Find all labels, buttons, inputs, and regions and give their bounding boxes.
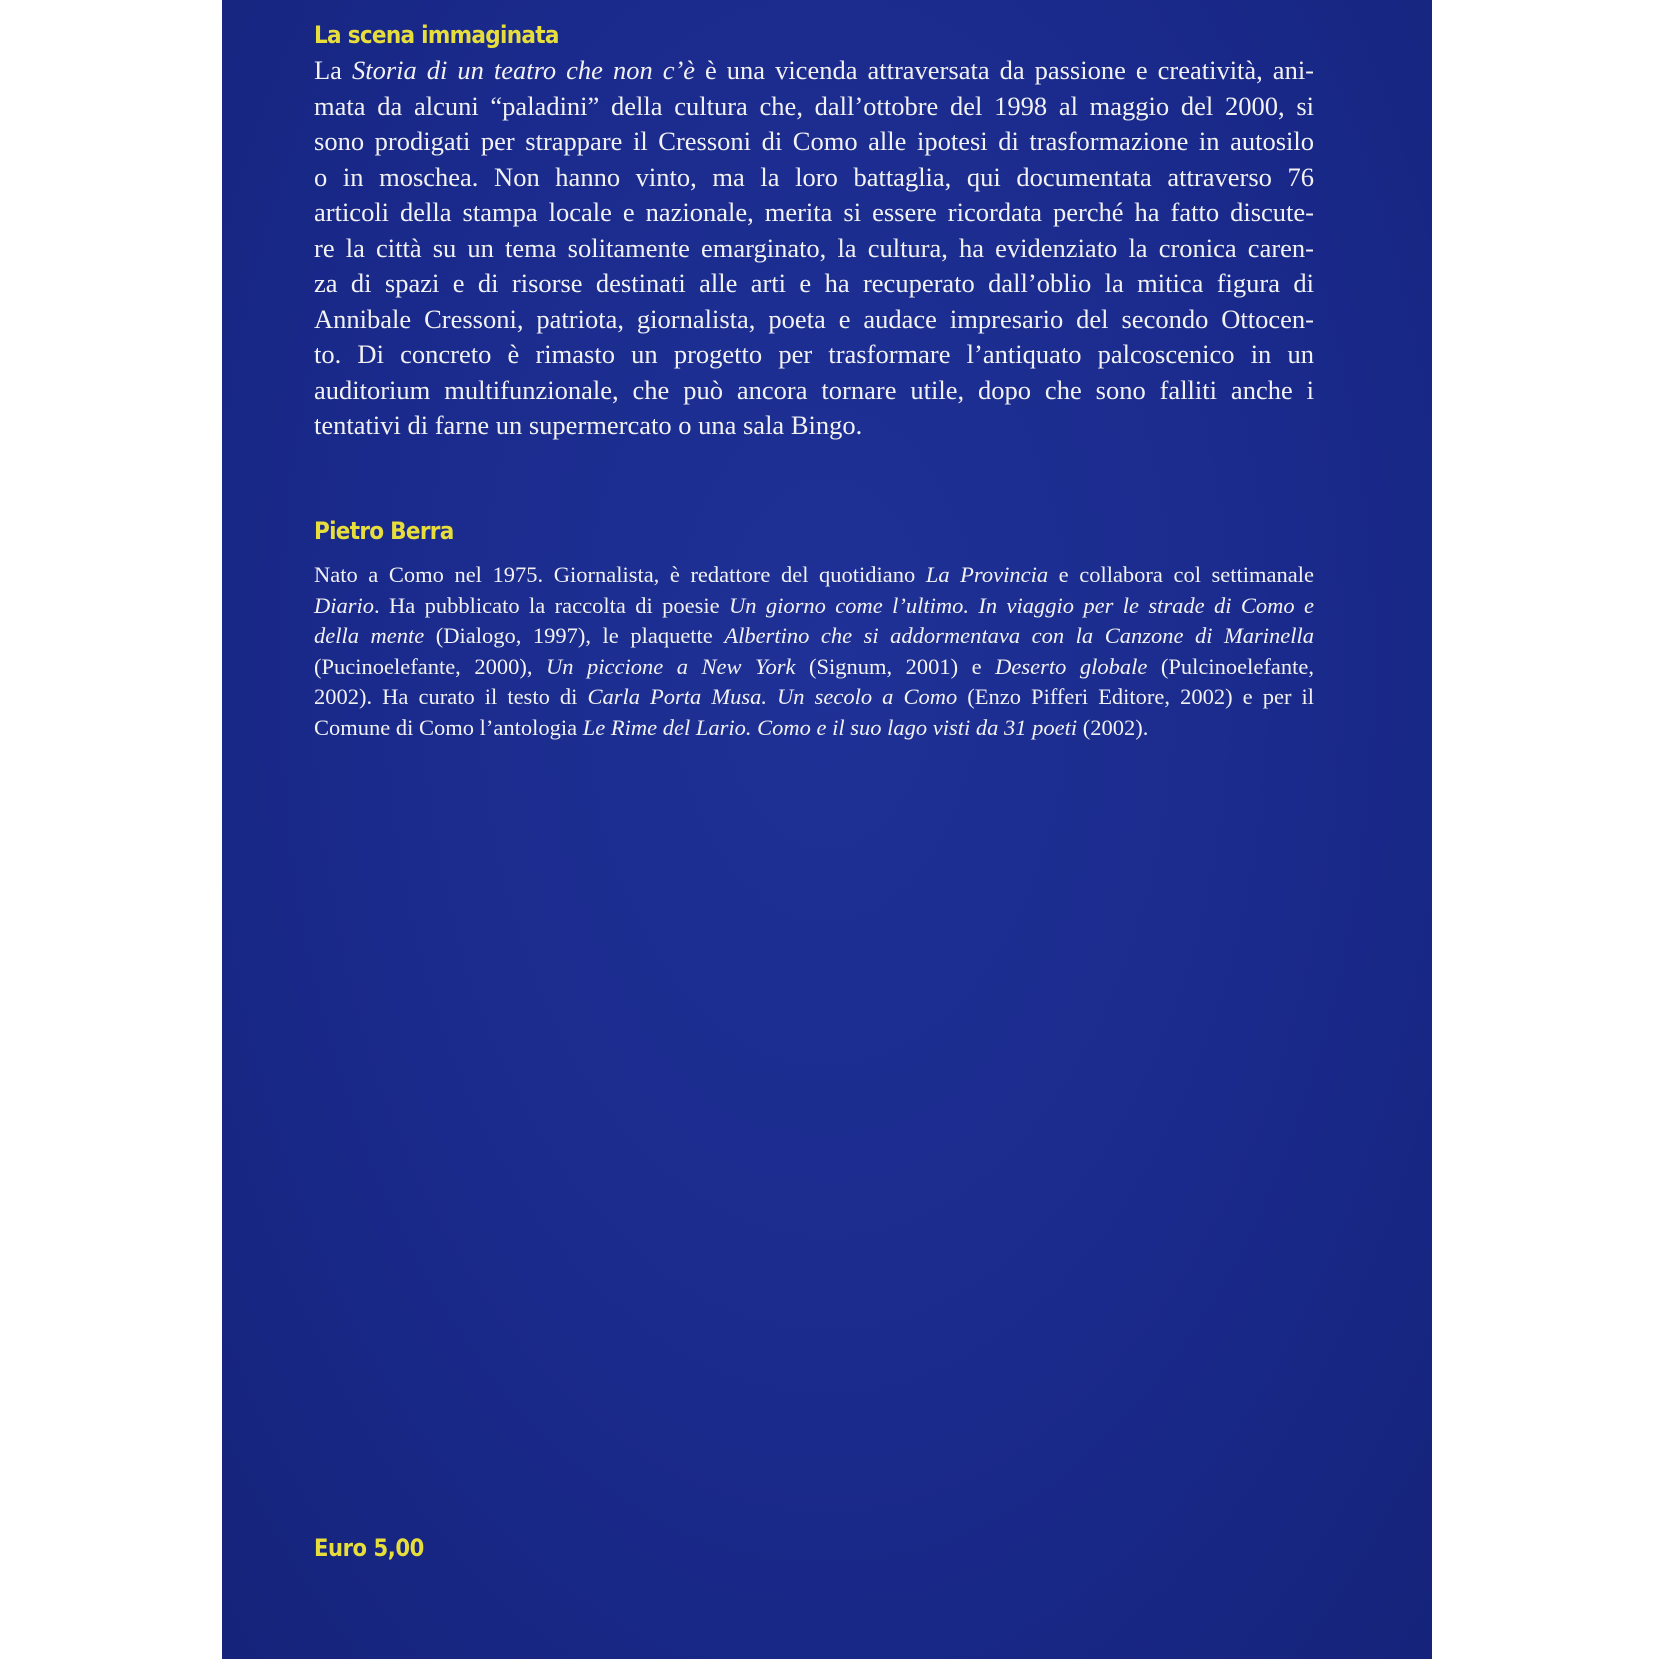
title-italic: della mente [314, 623, 425, 648]
text-run: è una vicenda attraversata da passione e creatività, ani- [695, 55, 1315, 85]
synopsis-line: re la città su un tema solitamente emarginato, la cultura, ha evidenziato la cronica caren- [314, 232, 1314, 263]
text-run: (2002). [1077, 714, 1149, 740]
text-run: (Enzo Pifferi Editore, 2002) e per il [957, 684, 1314, 709]
text-run: . Ha pubblicato la raccolta di poesie [374, 592, 729, 618]
text-run: (Pulcinoelefante, [1147, 653, 1314, 679]
synopsis-line: to. Di concreto è rimasto un progetto per trasformare l’antiquato palcoscenico in un [314, 339, 1314, 369]
title-italic: Diario [314, 592, 375, 618]
text-run: Comune di Como l’antologia [314, 714, 583, 740]
synopsis-section [314, 18, 1314, 444]
synopsis-line: articoli della stampa locale e nazionale, merita si essere ricordata perché ha fatto discute- [314, 197, 1314, 227]
title-italic: La Provincia [925, 562, 1049, 587]
text-run: Nato a Como nel 1975. Giornalista, è redattore del quotidiano [314, 562, 926, 587]
title-italic: Carla Porta Musa. Un secolo a Como [587, 684, 958, 709]
title-italic: Un giorno come l’ultimo. In viaggio per le strade di Como e [728, 592, 1315, 618]
text-run: 2002). Ha curato il testo di [314, 684, 588, 709]
synopsis-line: mata da alcuni “paladini” della cultura che, dall’ottobre del 1998 al maggio del 2000, si [314, 90, 1314, 121]
text-run: e collabora col settimanale [1048, 562, 1315, 587]
bio-line [314, 652, 1314, 683]
title-italic: Un piccione a New York [545, 653, 796, 679]
bio-line [314, 621, 1314, 652]
synopsis-line: sono prodigati per strappare il Cressoni di Como alle ipotesi di trasformazione in autosilo [314, 126, 1314, 156]
author-bio-text [314, 560, 1314, 743]
book-title-italic: Storia di un teatro che non c’è [351, 55, 696, 85]
author-bio-section [314, 514, 1314, 743]
synopsis-line: tentativi di farne un supermercato o una sala Bingo. [314, 410, 863, 440]
title-italic: Deserto globale [995, 653, 1148, 679]
bio-line [314, 560, 1314, 591]
synopsis-line: o in moschea. Non hanno vinto, ma la loro battaglia, qui documentata attraverso 76 [314, 161, 1314, 192]
text-run: (Pucinoelefante, 2000), [314, 653, 546, 679]
synopsis-line: Annibale Cressoni, patriota, giornalista, poeta e audace impresario del secondo Ottocen- [314, 303, 1314, 334]
title-italic: Le Rime del Lario. Como e il suo lago visti da 31 poeti [582, 714, 1078, 740]
bio-line [314, 591, 1314, 622]
book-back-cover [222, 0, 1432, 1659]
synopsis-line: auditorium multifunzionale, che può ancora tornare utile, dopo che sono falliti anche i [314, 374, 1314, 405]
price-label: Euro 5,00 [314, 1534, 424, 1562]
text-run: La [314, 55, 352, 85]
title-italic: Albertino che si addormentava con la Canzone di Marinella [724, 623, 1314, 648]
author-name: Pietro Berra [314, 517, 454, 545]
bio-line [314, 713, 1314, 744]
bio-line [314, 682, 1314, 713]
synopsis-title: La scena immaginata [314, 21, 559, 49]
synopsis-line [314, 53, 1314, 89]
synopsis-line: za di spazi e di risorse destinati alle arti e ha recuperato dall’oblio la mitica figura di [314, 268, 1314, 298]
synopsis-text [314, 53, 1314, 444]
text-run: (Dialogo, 1997), le plaquette [424, 623, 725, 648]
text-run: (Signum, 2001) e [795, 653, 996, 679]
